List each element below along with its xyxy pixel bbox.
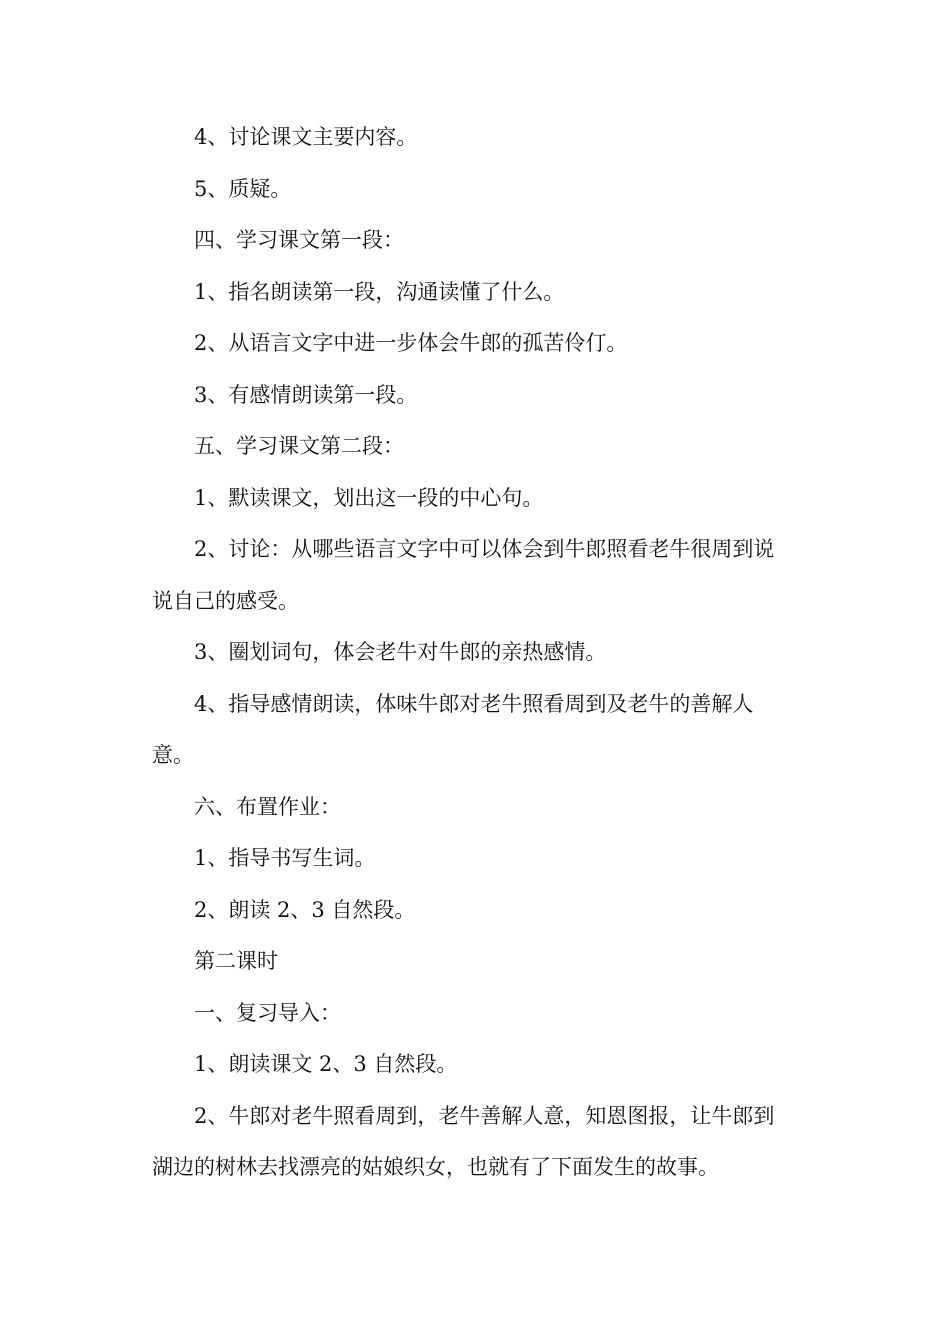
paragraph-5: 2、从语言文字中进一步体会牛郎的孤苦伶仃。	[194, 331, 628, 355]
paragraph-4: 1、指名朗读第一段，沟通读懂了什么。	[194, 279, 565, 304]
paragraph-8: 1、默读课文，划出这一段的中心句。	[194, 485, 544, 510]
section-heading-6: 六、布置作业：	[194, 794, 341, 819]
paragraph-13: 1、指导书写生词。	[194, 846, 376, 870]
document-body	[152, 112, 792, 1194]
section-heading-5: 五、学习课文第二段：	[194, 434, 404, 458]
paragraph-11: 4、指导感情朗读，体味牛郎对老牛照看周到及老牛的善解人意。	[152, 691, 754, 767]
section-heading-1: 一、复习导入：	[194, 1000, 341, 1025]
paragraph-2: 5、质疑。	[194, 176, 292, 201]
paragraph-14: 2、朗读 2、3 自然段。	[194, 897, 416, 922]
paragraph-17: 1、朗读课文 2、3 自然段。	[194, 1052, 458, 1076]
paragraph-9: 2、讨论：从哪些语言文字中可以体会到牛郎照看老牛很周到说说自己的感受。	[152, 537, 775, 613]
lesson-heading: 第二课时	[194, 949, 278, 973]
paragraph-10: 3、圈划词句，体会老牛对牛郎的亲热感情。	[194, 640, 607, 664]
paragraph-6: 3、有感情朗读第一段。	[194, 382, 418, 407]
paragraph-18: 2、牛郎对老牛照看周到，老牛善解人意，知恩图报，让牛郎到湖边的树林去找漂亮的姑娘织女，也就有了下面发生的故事。	[152, 1103, 775, 1179]
section-heading-4: 四、学习课文第一段：	[194, 228, 404, 252]
paragraph-1: 4、讨论课文主要内容。	[194, 125, 418, 149]
